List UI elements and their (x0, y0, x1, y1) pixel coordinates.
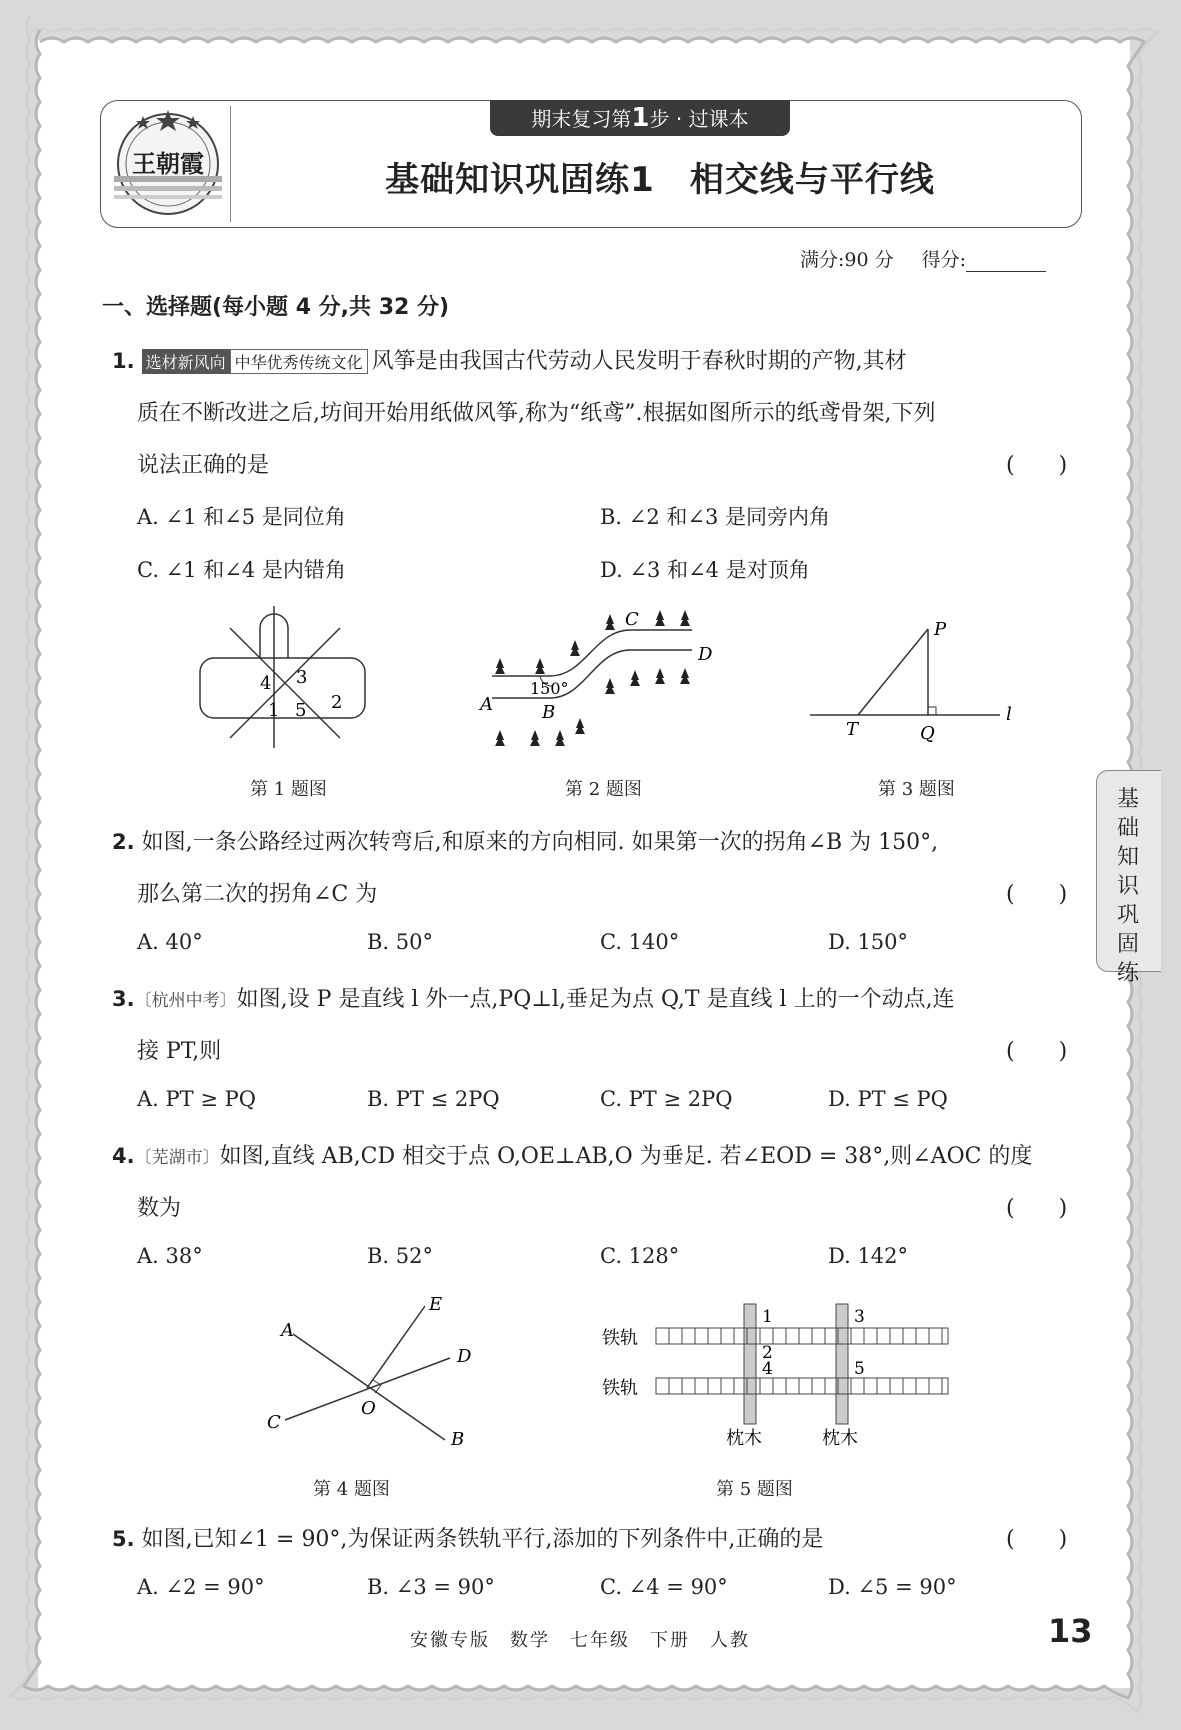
side-tab-label: 基础知识巩固练 (1117, 787, 1140, 986)
score-line (800, 245, 1046, 272)
q1-line2: 质在不断改进之后,坊间开始用纸做风筝,称为“纸鸢”.根据如图所示的纸鸢骨架,下列 (137, 401, 936, 426)
q3-text1: 如图,设 P 是直线 l 外一点,PQ⊥l,垂足为点 Q,T 是直线 l 上的一个动点,连 (236, 987, 955, 1012)
fig5-sleeper-label-right: 枕木 (822, 1428, 858, 1449)
q1-number: 1. (112, 349, 135, 373)
fig4-label-o: O (361, 1398, 376, 1419)
fig1-label-5: 5 (295, 700, 307, 721)
fig2-label-a: A (480, 694, 493, 715)
fig2-label-b: B (542, 702, 556, 723)
figure-2-caption: 第 2 题图 (565, 779, 642, 800)
q2-answer-paren[interactable]: ( ) (1006, 882, 1068, 907)
q1-option-d[interactable]: D. ∠3 和∠4 是对顶角 (600, 558, 810, 582)
fig4-label-a: A (281, 1320, 294, 1341)
q1-answer-paren[interactable]: ( ) (1006, 453, 1068, 478)
q4-option-c[interactable]: C. 128° (600, 1244, 680, 1268)
q4-answer-paren[interactable]: ( ) (1006, 1196, 1068, 1221)
fig4-label-d: D (457, 1346, 472, 1367)
q4-option-b[interactable]: B. 52° (367, 1244, 434, 1268)
q3-line2: 接 PT,则 (137, 1039, 222, 1064)
q5-answer-paren[interactable]: ( ) (1006, 1527, 1068, 1552)
full-score: 满分:90 分 (800, 249, 894, 271)
fig4-label-b: B (451, 1429, 465, 1450)
q4-line1 (112, 1139, 1032, 1170)
q2-option-a[interactable]: A. 40° (137, 930, 203, 954)
fig1-label-1: 1 (268, 700, 280, 721)
q5-option-b[interactable]: B. ∠3 = 90° (367, 1575, 495, 1599)
tab-suffix: 步 · 过课本 (649, 107, 749, 131)
q3-option-d[interactable]: D. PT ≤ PQ (828, 1087, 948, 1111)
q3-option-c[interactable]: C. PT ≥ 2PQ (600, 1087, 733, 1111)
q1-line3: 说法正确的是 (137, 453, 270, 478)
q3-line1 (112, 982, 955, 1013)
logo-text: 王朝霞 (132, 149, 204, 178)
q1-tag-culture: 中华优秀传统文化 (230, 349, 368, 374)
fig2-label-d: D (698, 644, 713, 665)
q2-option-c[interactable]: C. 140° (600, 930, 680, 954)
q2-line2: 那么第二次的拐角∠C 为 (137, 882, 378, 907)
fig4-label-e: E (429, 1294, 443, 1315)
side-tab[interactable] (1096, 770, 1161, 986)
q1-option-a[interactable]: A. ∠1 和∠5 是同位角 (137, 505, 346, 529)
q4-option-d[interactable]: D. 142° (828, 1244, 909, 1268)
page-number: 13 (1048, 1612, 1093, 1650)
score-blank[interactable] (966, 253, 1046, 272)
q4-source: 〔芜湖市〕 (134, 1148, 220, 1168)
logo-divider (230, 106, 231, 222)
fig5-label-3: 3 (854, 1307, 865, 1327)
tab-step: 1 (631, 103, 650, 133)
q1-option-c[interactable]: C. ∠1 和∠4 是内错角 (137, 558, 346, 582)
fig3-label-t: T (846, 719, 859, 740)
q2-line1 (112, 825, 938, 856)
q4-option-a[interactable]: A. 38° (137, 1244, 203, 1268)
fig5-label-4: 4 (762, 1359, 773, 1379)
fig3-label-q: Q (920, 723, 935, 744)
figure-3-perpendicular (800, 615, 1030, 750)
fig3-label-p: P (934, 619, 947, 640)
q4-text1: 如图,直线 AB,CD 相交于点 O,OE⊥AB,O 为垂足. 若∠EOD = 38°,则∠AOC 的度 (219, 1144, 1033, 1169)
q3-option-a[interactable]: A. PT ≥ PQ (137, 1087, 256, 1111)
q5-line1 (112, 1522, 823, 1553)
fig5-sleeper-label-left: 枕木 (726, 1428, 762, 1449)
fig5-label-2: 2 (762, 1343, 773, 1363)
q1-tag-new: 选材新风向 (142, 349, 230, 374)
q3-answer-paren[interactable]: ( ) (1006, 1039, 1068, 1064)
figure-4-intersecting-lines (255, 1290, 485, 1450)
fig5-rail-label-bottom: 铁轨 (602, 1378, 638, 1399)
figure-4-caption: 第 4 题图 (313, 1479, 390, 1500)
q5-option-a[interactable]: A. ∠2 = 90° (137, 1575, 265, 1599)
fig5-label-1: 1 (762, 1307, 773, 1327)
q3-option-b[interactable]: B. PT ≤ 2PQ (367, 1087, 500, 1111)
figure-1-kite (190, 600, 390, 750)
score-label: 得分: (921, 249, 967, 271)
fig5-rail-label-top: 铁轨 (602, 1328, 638, 1349)
fig1-label-3: 3 (296, 667, 308, 688)
q2-option-b[interactable]: B. 50° (367, 930, 434, 954)
logo (108, 106, 228, 222)
fig1-label-4: 4 (260, 673, 272, 694)
q5-number: 5. (112, 1527, 135, 1551)
q4-number: 4. (112, 1144, 135, 1168)
figure-5-railway (600, 1298, 960, 1458)
fig3-label-l: l (1006, 704, 1012, 725)
page-title: 基础知识巩固练1 相交线与平行线 (385, 160, 935, 200)
figure-2-road (470, 600, 720, 750)
q4-line2: 数为 (137, 1196, 182, 1221)
figure-1-caption: 第 1 题图 (250, 779, 327, 800)
q3-number: 3. (112, 987, 135, 1011)
fig4-label-c: C (267, 1412, 281, 1433)
fig2-label-c: C (625, 609, 639, 630)
q1-text1: 风筝是由我国古代劳动人民发明于春秋时期的产物,其材 (371, 349, 907, 374)
header-step-tab (490, 100, 790, 136)
q5-option-c[interactable]: C. ∠4 = 90° (600, 1575, 728, 1599)
tab-prefix: 期末复习第 (531, 107, 632, 131)
q2-text1: 如图,一条公路经过两次转弯后,和原来的方向相同. 如果第一次的拐角∠B 为 150°, (141, 830, 939, 855)
fig5-label-5: 5 (854, 1359, 865, 1379)
q3-source: 〔杭州中考〕 (134, 991, 237, 1011)
q1-option-b[interactable]: B. ∠2 和∠3 是同旁内角 (600, 505, 831, 529)
q5-text1: 如图,已知∠1 = 90°,为保证两条铁轨平行,添加的下列条件中,正确的是 (141, 1527, 824, 1552)
figure-3-caption: 第 3 题图 (878, 779, 955, 800)
q1-line1 (112, 344, 907, 375)
fig2-angle-150: 150° (530, 679, 569, 698)
q5-option-d[interactable]: D. ∠5 = 90° (828, 1575, 957, 1599)
footer: 安徽专版 数学 七年级 下册 人教 (410, 1630, 750, 1651)
q2-option-d[interactable]: D. 150° (828, 930, 909, 954)
rail-top (656, 1328, 948, 1344)
section-title: 一、选择题(每小题 4 分,共 32 分) (102, 295, 450, 320)
q2-number: 2. (112, 830, 135, 854)
fig1-label-2: 2 (331, 692, 343, 713)
figure-5-caption: 第 5 题图 (716, 1479, 793, 1500)
rail-bottom (656, 1378, 948, 1394)
